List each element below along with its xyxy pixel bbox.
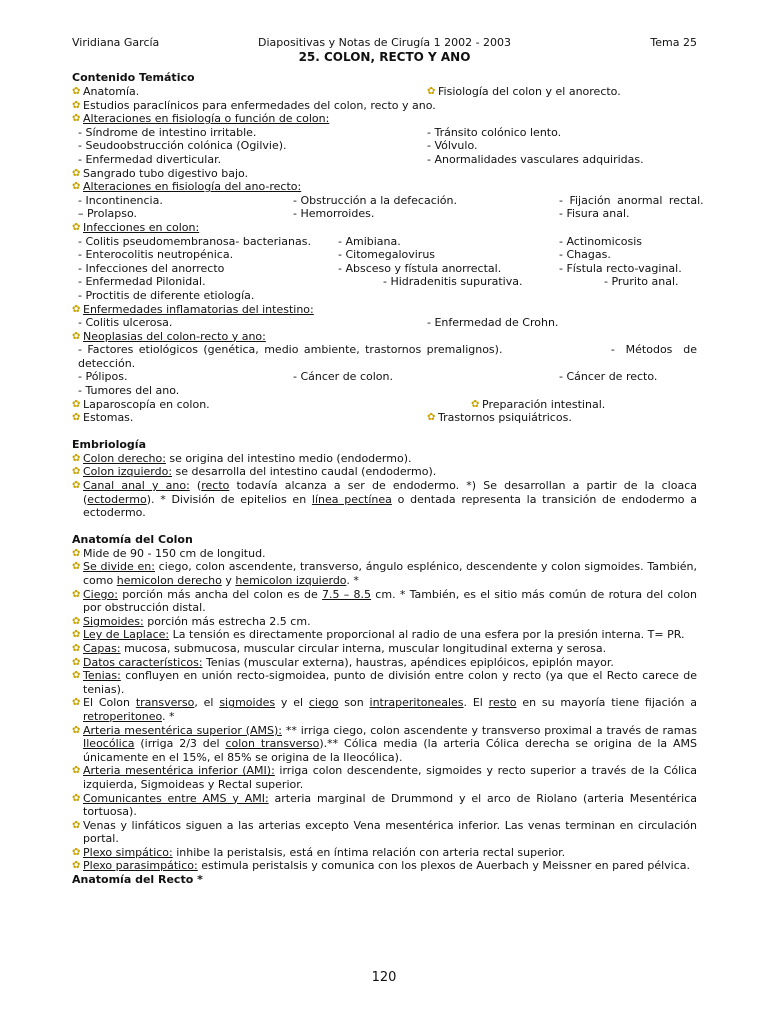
bullet-icon: ✿ xyxy=(72,724,81,736)
list-item: ✿ Venas y linfáticos siguen a las arterias excepto Vena mesentérica inferior. Las venas terminan en circulación portal. xyxy=(72,818,697,846)
bullet-icon: ✿ xyxy=(72,792,81,804)
bullet-icon: ✿ xyxy=(427,412,436,424)
header-topic: Tema 25 xyxy=(650,36,697,49)
list-item: ✿ Alteraciones en fisiología del ano-recto: xyxy=(72,180,302,194)
bullet-icon: ✿ xyxy=(72,860,81,872)
list-item: ✿ Alteraciones en fisiología o función de colon: xyxy=(72,112,330,126)
bullet-icon: ✿ xyxy=(72,86,81,97)
bullet-icon: ✿ xyxy=(427,86,436,97)
bullet-icon: ✿ xyxy=(471,398,480,410)
bullet-icon: ✿ xyxy=(72,221,81,233)
list-item: ✿ Ley de Laplace: La tensión es directamente proporcional al radio de una esfera por la presión interna. T= PR. xyxy=(72,628,685,642)
list-item: - Incontinencia. - Obstrucción a la defecación. - Fijación anormal rectal. xyxy=(78,193,704,207)
list-item: ✿ Se divide en: ciego, colon ascendente, transverso, ángulo esplénico, descendente y colon sigmoides. También, como hemicolon derecho y hemicolon izquierdo. * xyxy=(72,560,697,587)
list-item: - Colitis pseudomembranosa- bacterianas. - Amibiana. - Actinomicosis xyxy=(78,234,642,248)
list-item: - Enterocolitis neutropénica. - Citomegalovirus - Chagas. xyxy=(78,248,611,262)
list-item: ✿ Arteria mesentérica superior (AMS): ** irriga ciego, colon ascendente y transverso proximal a través de ramas Ileocólica (irriga 2/3 del colon transverso).** Cólica media (la arteria Cólica derecha se origina de la AMS únicamente en el 15%, el 85% se origina de la Ileocólica). xyxy=(72,723,697,764)
bullet-icon: ✿ xyxy=(72,697,81,709)
bullet-icon: ✿ xyxy=(72,99,81,111)
bullet-icon: ✿ xyxy=(72,642,81,654)
list-item: - Infecciones del anorrecto - Absceso y fístula anorrectal. - Fístula recto-vaginal. xyxy=(78,261,682,275)
list-item: ✿ Mide de 90 - 150 cm de longitud. xyxy=(72,546,266,560)
bullet-icon: ✿ xyxy=(72,181,81,193)
bullet-icon: ✿ xyxy=(72,561,81,573)
document-page xyxy=(72,36,704,887)
header-author: Viridiana García xyxy=(72,36,160,49)
list-item: ✿ Infecciones en colon: xyxy=(72,220,200,234)
list-item: ✿ Datos característicos: Tenias (muscular externa), haustras, apéndices epiplóicos, epiplón mayor. xyxy=(72,655,614,669)
list-item: ✿ Colon izquierdo: se desarrolla del intestino caudal (endodermo). xyxy=(72,465,437,479)
list-item: - Enfermedad diverticular. - Anormalidades vasculares adquiridas. xyxy=(78,152,644,166)
section-heading-embriologia: Embriología xyxy=(72,437,146,451)
bullet-icon: ✿ xyxy=(72,765,81,777)
bullet-icon: ✿ xyxy=(72,656,81,668)
bullet-icon: ✿ xyxy=(72,547,81,559)
page-number: 120 xyxy=(371,970,397,985)
list-item: - Colitis ulcerosa. - Enfermedad de Crohn. xyxy=(78,316,559,330)
list-item: ✿ Estomas. ✿ Trastornos psiquiátricos. xyxy=(72,411,572,425)
bullet-icon: ✿ xyxy=(72,466,81,478)
list-item: - Factores etiológicos (genética, medio ambiente, trastornos premalignos). - Métodos de detección. xyxy=(78,343,701,370)
bullet-icon: ✿ xyxy=(72,670,81,682)
list-item: ✿ Canal anal y ano: (recto todavía alcanza a ser de endodermo. *) Se desarrollan a partir de la cloaca (ectodermo). * División de epitelios en línea pectínea o dentada representa la transición de endodermo a ectodermo. xyxy=(72,479,697,520)
bullet-icon: ✿ xyxy=(72,330,81,342)
list-item: - Tumores del ano. xyxy=(78,384,180,398)
section-heading-anatomia: Anatomía del Colon xyxy=(72,532,193,546)
section-heading-contenido: Contenido Temático xyxy=(72,71,195,84)
bullet-icon: ✿ xyxy=(72,452,81,464)
list-item: - Pólipos. - Cáncer de colon. - Cáncer de recto. xyxy=(78,370,658,384)
list-item: ✿ Plexo simpático: inhibe la peristalsis, está en íntima relación con arteria rectal superior. xyxy=(72,845,566,859)
list-item: ✿ Colon derecho: se origina del intestino medio (endodermo). xyxy=(72,451,412,465)
bullet-icon: ✿ xyxy=(72,629,81,641)
section-heading-recto: Anatomía del Recto * xyxy=(72,873,203,887)
list-item: ✿ Capas: mucosa, submucosa, muscular circular interna, muscular longitudinal externa y serosa. xyxy=(72,641,607,655)
list-item: ✿ Anatomía. ✿ Fisiología del colon y el anorecto. xyxy=(72,85,621,98)
list-item: ✿ El Colon transverso, el sigmoides y el ciego son intraperitoneales. El resto en su mayoría tiene fijación a retroperitoneo. * xyxy=(72,696,697,723)
bullet-icon: ✿ xyxy=(72,412,81,424)
bullet-icon: ✿ xyxy=(72,819,81,831)
bullet-icon: ✿ xyxy=(72,480,81,492)
bullet-icon: ✿ xyxy=(72,167,81,179)
bullet-icon: ✿ xyxy=(72,615,81,627)
list-item: ✿ Sangrado tubo digestivo bajo. xyxy=(72,166,249,180)
bullet-icon: ✿ xyxy=(72,588,81,600)
list-item: ✿ Sigmoides: porción más estrecha 2.5 cm. xyxy=(72,614,311,628)
list-item: ✿ Enfermedades inflamatorias del intestino: xyxy=(72,302,314,316)
bullet-icon: ✿ xyxy=(72,303,81,315)
header-course: Diapositivas y Notas de Cirugía 1 2002 - 2003 xyxy=(257,36,512,49)
list-item: ✿ Plexo parasimpático: estimula peristalsis y comunica con los plexos de Auerbach y Meissner en pared pélvica. xyxy=(72,859,691,873)
list-item: ✿ Arteria mesentérica inferior (AMI): irriga colon descendente, sigmoides y recto superior a través de la Cólica izquierda, Sigmoideas y Rectal superior. xyxy=(72,764,698,791)
list-item: ✿ Estudios paraclínicos para enfermedades del colon, recto y ano. xyxy=(72,98,436,112)
list-item: - Proctitis de diferente etiología. xyxy=(78,288,255,302)
list-item: ✿ Neoplasias del colon-recto y ano: xyxy=(72,329,266,343)
bullet-icon: ✿ xyxy=(72,398,81,410)
list-item: – Prolapso. - Hemorroides. - Fisura anal. xyxy=(78,207,630,221)
bullet-icon: ✿ xyxy=(72,846,81,858)
list-item: ✿ Tenias: confluyen en unión recto-sigmoidea, punto de división entre colon y recto (ya que el Recto carece de tenias). xyxy=(72,669,697,696)
list-item: ✿ Comunicantes entre AMS y AMI: arteria marginal de Drummond y el arco de Riolano (arteria Mesentérica tortuosa). xyxy=(72,791,697,819)
bullet-icon: ✿ xyxy=(72,113,81,125)
list-item: - Enfermedad Pilonidal. - Hidradenitis supurativa. - Prurito anal. xyxy=(78,275,679,289)
page-header xyxy=(72,36,697,49)
document-title: 25. COLON, RECTO Y ANO xyxy=(298,50,471,64)
list-item: ✿ Laparoscopía en colon. ✿ Preparación intestinal. xyxy=(72,397,606,411)
list-item: - Seudoobstrucción colónica (Ogilvie). - Vólvulo. xyxy=(78,139,478,153)
list-item: - Síndrome de intestino irritable. - Tránsito colónico lento. xyxy=(78,125,562,139)
list-item: ✿ Ciego: porción más ancha del colon es de 7.5 – 8.5 cm. * También, es el sitio más común de rotura del colon por obstrucción distal. xyxy=(72,587,697,615)
